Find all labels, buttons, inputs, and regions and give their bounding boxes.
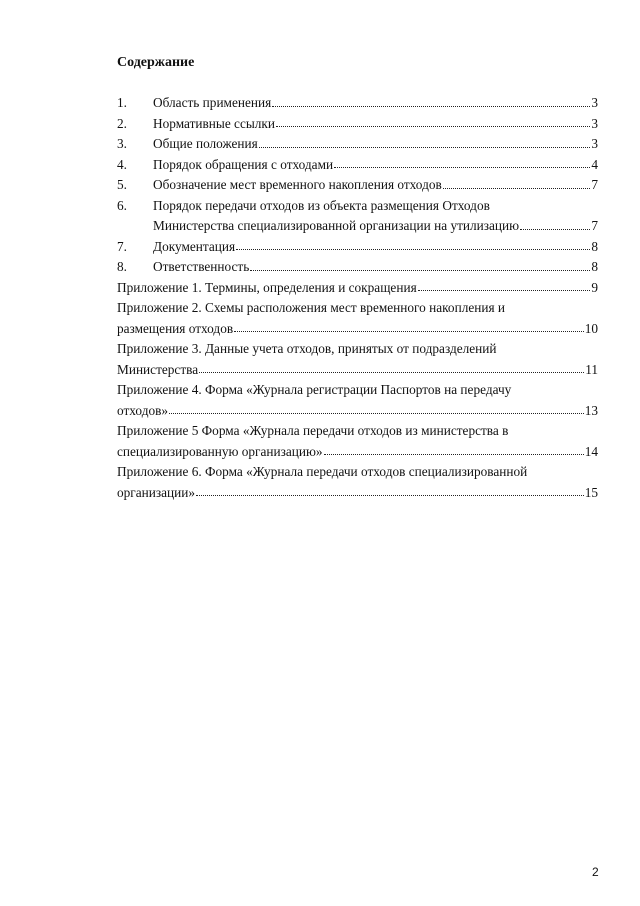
toc-appendix-label: Приложение 6. Форма «Журнала передачи отходов специализированной [117, 464, 528, 479]
toc-entry-page: 8 [591, 259, 598, 274]
toc-entry-label: Обозначение мест временного накопления отходов [153, 177, 442, 192]
toc-appendix-label: отходов» [117, 402, 169, 418]
toc-appendix-label: специализированную организацию» [117, 443, 323, 459]
toc-entry-6-line2[interactable] [117, 216, 598, 237]
toc-entry-number: 1. [117, 95, 127, 110]
dot-leader [259, 146, 591, 148]
toc-appendix-page: 10 [584, 320, 598, 336]
toc-appendix-page: 15 [584, 484, 598, 500]
dot-leader [272, 105, 590, 107]
toc-entry-number: 8. [117, 259, 127, 274]
dot-leader [418, 289, 591, 291]
toc-entry-4[interactable] [117, 155, 598, 176]
page-number: 2 [592, 865, 599, 879]
toc-entry-page: 3 [591, 115, 598, 131]
toc-entry-label: Порядок обращения с отходами [153, 156, 334, 172]
toc-appendix-4-line2[interactable] [117, 401, 598, 422]
toc-entry-page: 4 [591, 156, 598, 172]
toc-entry-page: 3 [591, 95, 598, 110]
toc-entry-2[interactable] [117, 114, 598, 135]
toc-appendix-page: 11 [585, 361, 598, 377]
toc-entry-number: 2. [117, 115, 127, 131]
toc-entry-page: 3 [591, 136, 598, 151]
toc-entry-page: 8 [591, 238, 598, 254]
toc-entry-label: Ответственность [153, 259, 250, 274]
toc-appendix-label: Приложение 4. Форма «Журнала регистрации Паспортов на передачу [117, 382, 512, 397]
toc-appendix-label: Приложение 2. Схемы расположения мест временного накопления и [117, 300, 506, 315]
toc-entry-page: 7 [591, 177, 598, 192]
table-of-contents [117, 93, 598, 503]
toc-entry-number: 4. [117, 156, 127, 172]
toc-entry-6-line1[interactable] [117, 196, 598, 217]
toc-appendix-label: размещения отходов [117, 320, 234, 336]
toc-entry-number: 7. [117, 238, 127, 254]
toc-appendix-3-line2[interactable] [117, 360, 598, 381]
toc-entry-number: 3. [117, 136, 127, 151]
toc-entry-8[interactable] [117, 257, 598, 278]
dot-leader [199, 371, 584, 373]
toc-entry-label: Область применения [153, 95, 272, 110]
toc-appendix-label: Приложение 5 Форма «Журнала передачи отходов из министерства в [117, 423, 509, 438]
toc-appendix-page: 13 [584, 402, 598, 418]
toc-appendix-1[interactable] [117, 278, 598, 299]
toc-appendix-label: Приложение 1. Термины, определения и сокращения [117, 279, 417, 295]
toc-entry-3[interactable] [117, 134, 598, 155]
toc-appendix-4-line1[interactable] [117, 380, 598, 401]
toc-entry-label: Документация [153, 238, 236, 254]
dot-leader [196, 494, 584, 496]
dot-leader [520, 228, 590, 230]
toc-entry-7[interactable] [117, 237, 598, 258]
toc-appendix-6-line2[interactable] [117, 483, 598, 504]
dot-leader [443, 187, 591, 189]
toc-appendix-5-line1[interactable] [117, 421, 598, 442]
toc-appendix-label: Приложение 3. Данные учета отходов, принятых от подразделений [117, 341, 497, 356]
toc-appendix-label: Министерства [117, 361, 199, 377]
dot-leader [276, 125, 590, 127]
toc-entry-5[interactable] [117, 175, 598, 196]
toc-entry-number: 5. [117, 177, 127, 192]
dot-leader [236, 248, 590, 250]
toc-entry-1[interactable] [117, 93, 598, 114]
toc-appendix-3-line1[interactable] [117, 339, 598, 360]
toc-entry-label: Нормативные ссылки [153, 115, 276, 131]
toc-appendix-page: 14 [584, 443, 598, 459]
toc-entry-page: 7 [591, 218, 598, 233]
toc-appendix-2-line1[interactable] [117, 298, 598, 319]
toc-appendix-page: 9 [591, 279, 598, 295]
toc-entry-number: 6. [117, 197, 127, 213]
toc-entry-label: Министерства специализированной организации на утилизацию [153, 218, 520, 233]
toc-appendix-2-line2[interactable] [117, 319, 598, 340]
toc-entry-label: Общие положения [153, 136, 258, 151]
dot-leader [169, 412, 584, 414]
toc-entry-label: Порядок передачи отходов из объекта размещения Отходов [153, 197, 490, 213]
dot-leader [324, 453, 584, 455]
toc-title: Содержание [117, 55, 195, 70]
dot-leader [234, 330, 584, 332]
dot-leader [250, 269, 590, 271]
toc-appendix-label: организации» [117, 484, 196, 500]
dot-leader [334, 166, 590, 168]
toc-appendix-5-line2[interactable] [117, 442, 598, 463]
toc-appendix-6-line1[interactable] [117, 462, 598, 483]
